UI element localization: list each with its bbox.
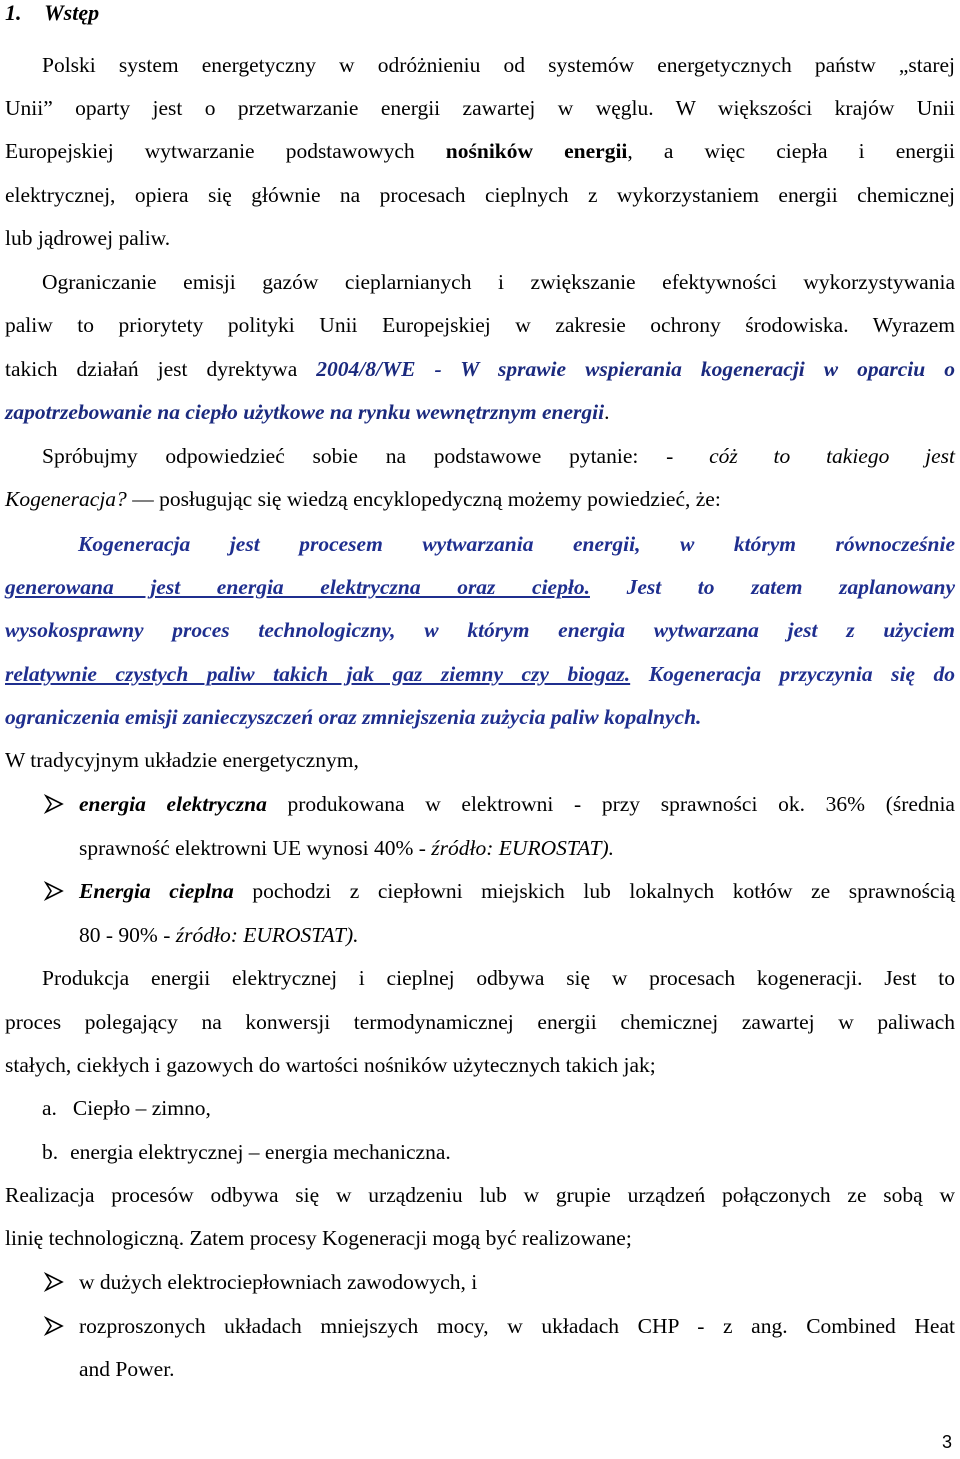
list-text-b: energia elektrycznej – energia mechaniczna. xyxy=(70,1140,451,1164)
arrow-bullet-icon xyxy=(42,1312,72,1340)
bullet-heat-line-2a: 80 - 90% - xyxy=(79,923,176,947)
question-intro: Spróbujmy odpowiedzieć sobie na podstawowe pytanie: xyxy=(42,444,639,468)
p3-line-2 xyxy=(5,485,955,513)
source-eurostat-2: źródło: EUROSTAT). xyxy=(175,923,359,947)
term-energia-elektryczna: energia elektryczna xyxy=(79,792,267,816)
heading-number: 1. xyxy=(5,0,22,25)
p3-line-2b: — posługując się wiedzą encyklopedyczną możemy powiedzieć, że: xyxy=(126,487,721,511)
p4-line-1: Produkcja energii elektrycznej i cieplnej odbywa się w procesach kogeneracji. Jest to xyxy=(42,966,955,990)
p2-line-3 xyxy=(5,355,955,383)
key-term-nosniki: nośników energii xyxy=(445,139,628,163)
p4-line-2: proces polegający na konwersji termodynamicznej energii chemicznej zawartej w paliwach xyxy=(5,1010,955,1034)
bullet-heat-rest: pochodzi z ciepłowni miejskich lub lokalnych kotłów ze sprawnością xyxy=(233,879,955,903)
p1-line-5: lub jądrowej paliw. xyxy=(5,226,171,250)
question-term: Kogeneracja? xyxy=(5,487,127,511)
list-text-a: Ciepło – zimno, xyxy=(72,1096,211,1120)
definition-fuels: relatywnie czystych paliw takich jak gaz ziemny czy biogaz. xyxy=(5,662,631,686)
section-heading xyxy=(5,0,955,27)
list-marker-b: b. xyxy=(42,1140,59,1164)
bullet-heat-line-2 xyxy=(79,921,955,949)
page-number: 3 xyxy=(941,1432,952,1452)
p2-line-2: paliw to priorytety polityki Unii Europejskiej w zakresie ochrony środowiska. Wyrazem xyxy=(5,313,955,337)
bullet-electric-rest: produkowana w elektrowni - przy sprawności ok. 36% (średnia xyxy=(266,792,955,816)
p1-line-3 xyxy=(5,137,955,165)
definition-line-5: ograniczenia emisji zanieczyszczeń oraz zmniejszenia zużycia paliw kopalnych. xyxy=(5,705,702,729)
term-energia-cieplna: Energia cieplna xyxy=(79,879,234,903)
heading-title: Wstęp xyxy=(44,0,100,25)
bullet-heat-text xyxy=(79,877,955,905)
p1-line-3a: Europejskiej wytwarzanie podstawowych xyxy=(5,139,415,163)
directive-title-part-1: 2004/8/WE - W sprawie wspierania kogeneracji w oparciu o xyxy=(316,357,955,381)
bullet-distributed-line-2: and Power. xyxy=(79,1357,175,1381)
list-marker-a: a. xyxy=(42,1096,57,1120)
definition-core: generowana jest energia elektryczna oraz ciepło. xyxy=(5,575,590,599)
arrow-bullet-icon xyxy=(42,1268,72,1296)
arrow-bullet-icon xyxy=(42,790,72,818)
definition-line-2b: Jest to zatem zaplanowany xyxy=(626,575,955,599)
question-text: - cóż to takiego jest xyxy=(666,444,955,468)
traditional-intro: W tradycyjnym układzie energetycznym, xyxy=(5,748,359,772)
bullet-large-chp-text: w dużych elektrociepłowniach zawodowych, i xyxy=(79,1270,478,1294)
source-eurostat-1: źródło: EUROSTAT). xyxy=(431,836,615,860)
directive-title-part-2: zapotrzebowanie na ciepło użytkowe na rynku wewnętrznym energii xyxy=(5,400,605,424)
p5-line-1: Realizacja procesów odbywa się w urządzeniu lub w grupie urządzeń połączonych ze sobą w xyxy=(5,1183,955,1207)
p2-line-1: Ograniczanie emisji gazów cieplarnianych i zwiększanie efektywności wykorzystywania xyxy=(42,270,955,294)
list-item-a xyxy=(42,1094,960,1122)
definition-line-1: Kogeneracja jest procesem wytwarzania energii, w którym równocześnie xyxy=(78,532,955,556)
p1-line-4: elektrycznej, opiera się głównie na procesach cieplnych z wykorzystaniem energii chemicznej xyxy=(5,183,955,207)
p1-line-1: Polski system energetyczny w odróżnieniu od systemów energetycznych państw „starej xyxy=(42,53,955,77)
definition-line-2 xyxy=(5,573,955,601)
p2-line-3a: takich działań jest dyrektywa xyxy=(5,357,298,381)
arrow-bullet-icon xyxy=(42,877,72,905)
bullet-electric-text xyxy=(79,790,955,818)
definition-line-4 xyxy=(5,660,955,688)
p1-line-2: Unii” oparty jest o przetwarzanie energii zawartej w węglu. W większości krajów Unii xyxy=(5,96,955,120)
p1-line-3c: , a więc ciepła i energii xyxy=(627,139,955,163)
p2-line-4-end: . xyxy=(604,400,610,424)
p2-line-4 xyxy=(5,398,955,426)
p5-line-2: linię technologiczną. Zatem procesy Kogeneracji mogą być realizowane; xyxy=(5,1226,632,1250)
bullet-distributed-text: rozproszonych układach mniejszych mocy, w układach CHP - z ang. Combined Heat xyxy=(79,1314,955,1338)
p3-line-1 xyxy=(42,442,955,470)
definition-line-3: wysokosprawny proces technologiczny, w którym energia wytwarzana jest z użyciem xyxy=(5,618,955,642)
bullet-electric-line-2a: sprawność elektrowni UE wynosi 40% - xyxy=(79,836,432,860)
bullet-electric-line-2 xyxy=(79,834,955,862)
list-item-b xyxy=(42,1138,960,1166)
p4-line-3: stałych, ciekłych i gazowych do wartości nośników użytecznych takich jak; xyxy=(5,1053,656,1077)
definition-line-4b: Kogeneracja przyczynia się do xyxy=(648,662,956,686)
